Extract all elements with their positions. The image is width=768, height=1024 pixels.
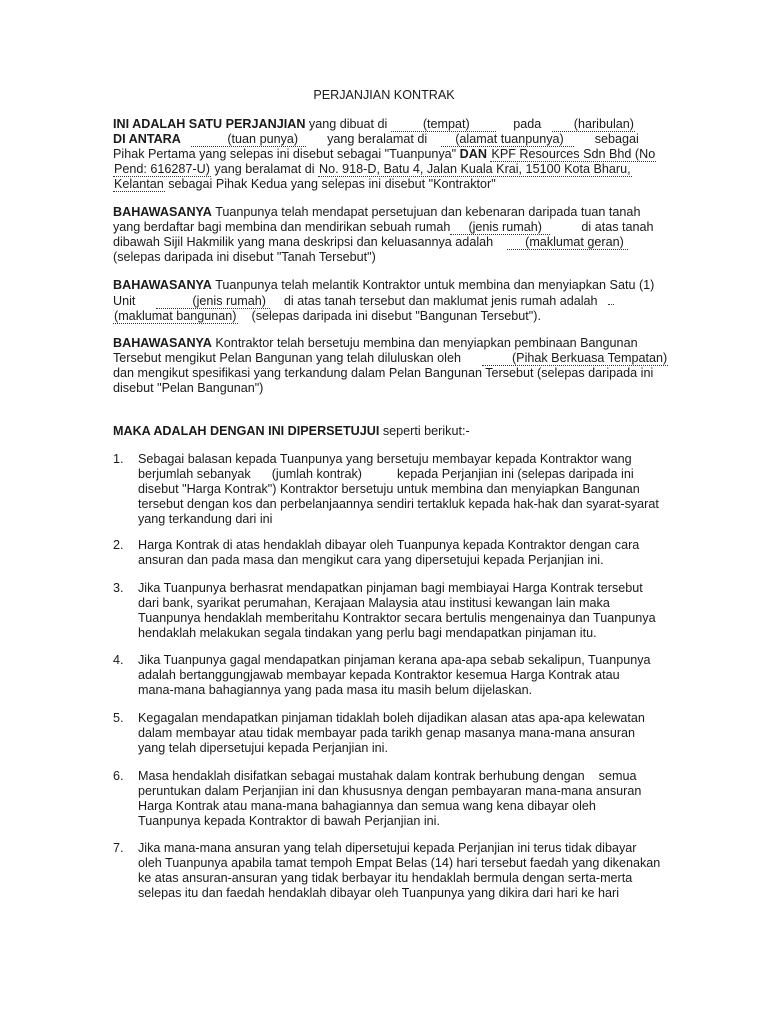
intro-line-4 [113, 162, 658, 177]
recital-1-line-3: dibawah Sijil Hakmilik yang mana deskripsi dan keluasannya adalah [113, 235, 494, 249]
document-title: PERJANJIAN KONTRAK [313, 88, 455, 102]
clause-line: ansuran dan pada masa dan mengikut cara yang dipersetujui kepada Perjanjian ini. [138, 553, 604, 567]
clause-line: selepas itu dan faedah hendaklah dibayar oleh Tuanpunya yang dikira dari hari ke hari [138, 886, 619, 900]
clause-line: Tuanpunya hendaklah memberitahu Kontraktor secara bertulis mengenainya dan Tuanpunya [138, 611, 656, 625]
intro-line-1 [113, 117, 658, 132]
clause-body [138, 653, 658, 698]
clause-body [138, 538, 658, 568]
recital-2-heading: BAHAWASANYA [113, 278, 212, 292]
placeholder-jenis-rumah-2: (jenis rumah) [156, 294, 269, 309]
recital-1-line-4: (selepas daripada ini disebut "Tanah Tersebut") [113, 250, 376, 264]
placeholder-pihak-berkuasa: (Pihak Berkuasa Tempatan) [482, 351, 668, 366]
clause-number: 4. [113, 653, 124, 667]
recital-3-line-1: Kontraktor telah bersetuju membina dan menyiapkan pembinaan Bangunan [215, 336, 638, 350]
company-reg-no: Pend: 616287-U) [114, 162, 210, 176]
clause-body [138, 711, 658, 756]
recital-1 [113, 205, 658, 265]
recital-3-line-3: dan mengikut spesifikasi yang terkandung dalam Pelan Bangunan Tersebut (selepas daripada ini [113, 366, 654, 380]
intro-pihak-pertama: Pihak Pertama yang selepas ini disebut sebagai "Tuanpunya" [113, 147, 457, 161]
clause-line: dari bank, syarikat perumahan, Kerajaan Malaysia atau institusi kewangan lain maka [138, 596, 610, 610]
clause-body [138, 452, 658, 527]
placeholder-maklumat-bangunan: (maklumat bangunan) [114, 309, 237, 323]
clause-line: Harga Kontrak atau mana-mana bahagiannya dan semua wang kena dibayar oleh [138, 799, 596, 813]
intro-beralamat-2: yang beralamat di [214, 162, 315, 176]
intro-beralamat: yang beralamat di [327, 132, 428, 146]
clause-line: Masa hendaklah disifatkan sebagai mustahak dalam kontrak berhubung dengan semua [138, 769, 637, 783]
recital-3-line-4: disebut "Pelan Bangunan") [113, 381, 264, 395]
recital-2-line-3: (selepas daripada ini disebut "Bangunan Tersebut"). [251, 309, 541, 323]
clause-line: disebut "Harga Kontrak") Kontraktor bersetuju untuk membina dan menyiapkan Bangunan [138, 482, 640, 496]
intro-paragraph [113, 117, 658, 192]
clause-line: Jika Tuanpunya berhasrat mendapatkan pinjaman bagi membiayai Harga Kontrak tersebut [138, 581, 643, 595]
clause-line: hendaklah melakukan segala tindakan yang perlu bagi mendapatkan pinjaman itu. [138, 626, 597, 640]
clause-line: ke atas ansuran-ansuran yang tidak berbayar itu hendaklah bermula dengan serta-merta [138, 871, 633, 885]
clause-number: 7. [113, 841, 124, 855]
recital-1-heading: BAHAWASANYA [113, 205, 212, 219]
intro-pada: pada [513, 117, 542, 131]
clause-number: 1. [113, 452, 124, 466]
intro-sebagai: sebagai [594, 132, 639, 146]
intro-line-2 [113, 132, 658, 147]
company-name: KPF Resources Sdn Bhd (No [491, 147, 656, 161]
clause-line: peruntukan dalam Perjanjian ini dan khususnya dengan pembayaran mana-mana ansuran [138, 784, 642, 798]
intro-line-3 [113, 147, 658, 162]
recital-2-unit: Unit [113, 294, 136, 308]
clause-line: oleh Tuanpunya apabila tamat tempoh Empat Belas (14) hari tersebut faedah yang dikenakan [138, 856, 661, 870]
clause-body [138, 769, 658, 829]
clause-body [138, 581, 658, 641]
recital-2-line-1: Tuanpunya telah melantik Kontraktor untuk membina dan menyiapkan Satu (1) [215, 278, 655, 292]
clause-number: 6. [113, 769, 124, 783]
maka-heading: MAKA ADALAH DENGAN INI DIPERSETUJUI [113, 424, 380, 438]
clause-line: Kegagalan mendapatkan pinjaman tidaklah boleh dijadikan alasan atas apa-apa kelewatan [138, 711, 645, 725]
clause-line: yang terkandung dari ini [138, 512, 273, 526]
clause-line: berjumlah sebanyak (jumlah kontrak) kepada Perjanjian ini (selepas daripada ini [138, 467, 634, 481]
clause-number: 3. [113, 581, 124, 595]
maka-text: seperti berikut:- [382, 424, 470, 438]
recital-1-line-2-end: di atas tanah [581, 220, 654, 234]
dotted-blank [608, 293, 614, 305]
intro-pihak-kedua: sebagai Pihak Kedua yang selepas ini disebut "Kontraktor" [168, 177, 496, 191]
placeholder-haribulan: (haribulan) [552, 117, 635, 132]
clause-body [138, 841, 661, 901]
clause-line: tersebut dengan kos dan perbelanjaannya sendiri tertakluk kepada hak-hak dan syarat-syarat [138, 497, 659, 511]
dan-label: DAN [459, 147, 487, 161]
recital-1-line-2: yang berdaftar bagi membina dan mendirikan sebuah rumah [113, 220, 451, 234]
clause-line: Harga Kontrak di atas hendaklah dibayar oleh Tuanpunya kepada Kontraktor dengan cara [138, 538, 640, 552]
agreement-heading [113, 424, 658, 439]
clause-line: Jika mana-mana ansuran yang telah dipersetujui kepada Perjanjian ini terus tidak dibayar [138, 841, 637, 855]
placeholder-alamat-tuanpunya: (alamat tuanpunya) [441, 132, 574, 147]
clause-number: 2. [113, 538, 124, 552]
company-state: Kelantan [114, 177, 164, 191]
recital-1-line-1: Tuanpunya telah mendapat persetujuan dan kebenaran daripada tuan tanah [215, 205, 641, 219]
clause-line: Tuanpunya kepada Kontraktor di bawah Perjanjian ini. [138, 814, 440, 828]
recital-2-line-2: di atas tanah tersebut dan maklumat jenis rumah adalah [283, 294, 598, 308]
intro-heading: INI ADALAH SATU PERJANJIAN [113, 117, 306, 131]
clause-line: Jika Tuanpunya gagal mendapatkan pinjaman kerana apa-apa sebab sekalipun, Tuanpunya [138, 653, 651, 667]
placeholder-maklumat-geran: (maklumat geran) [507, 235, 628, 250]
intro-text: yang dibuat di [308, 117, 388, 131]
placeholder-tuan-punya: (tuan punya) [191, 132, 306, 147]
company-address: No. 918-D, Batu 4, Jalan Kuala Krai, 15100 Kota Bharu, [319, 162, 631, 176]
clause-line: adalah bertanggungjawab membayar kepada Kontraktor kesemua Harga Kontrak atau [138, 668, 620, 682]
clause-number: 5. [113, 711, 124, 725]
di-antara-label: DI ANTARA [113, 132, 181, 146]
recital-2 [113, 278, 658, 324]
clause-line: mana-mana bahagiannya yang pada masa itu masih belum dijelaskan. [138, 683, 533, 697]
placeholder-jenis-rumah: (jenis rumah) [450, 220, 549, 235]
clause-line: yang telah dipersetujui kepada Perjanjian ini. [138, 741, 388, 755]
intro-line-5 [113, 177, 658, 192]
clause-line: Sebagai balasan kepada Tuanpunya yang bersetuju membayar kepada Kontraktor wang [138, 452, 632, 466]
recital-3-line-2: Tersebut mengikut Pelan Bangunan yang telah diluluskan oleh [113, 351, 461, 365]
placeholder-tempat: (tempat) [391, 117, 496, 132]
clause-line: dalam membayar atau tidak membayar pada tarikh genap masanya mana-mana ansuran [138, 726, 636, 740]
recital-3-heading: BAHAWASANYA [113, 336, 212, 350]
recital-3 [113, 336, 668, 396]
